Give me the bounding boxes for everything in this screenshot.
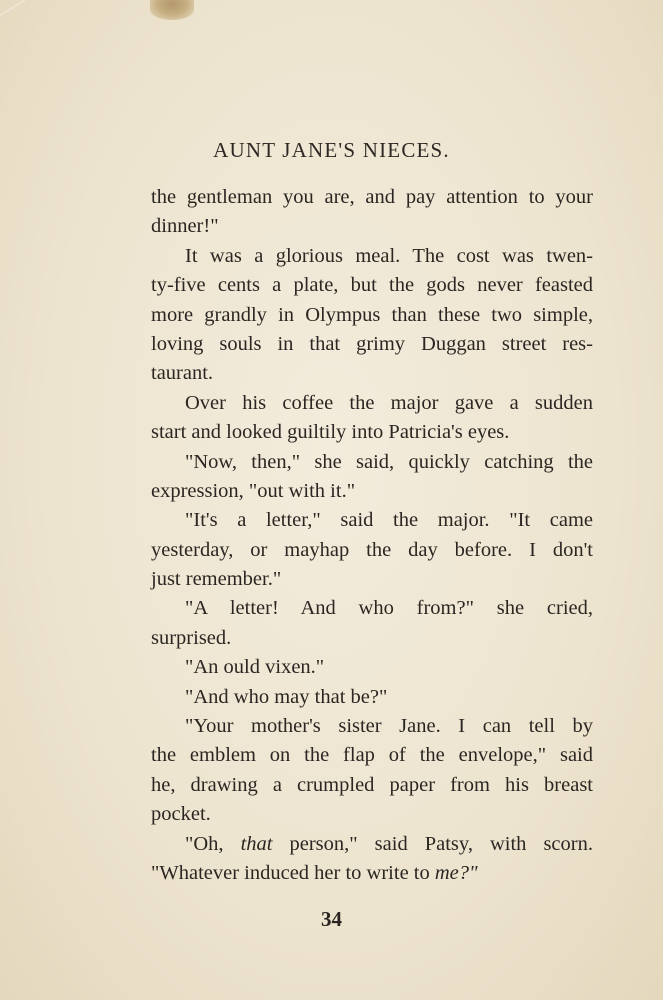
text-line: yesterday, or mayhap the day before. I don't [151,538,593,561]
text-line: loving souls in that grimy Duggan street res- [151,332,593,355]
text-line: dinner!" [151,215,219,238]
text-line: "Now, then," she said, quickly catching the [185,450,593,473]
text-line: Over his coffee the major gave a sudden [185,391,593,414]
text-line: "Your mother's sister Jane. I can tell by [185,715,593,738]
text-line: "A letter! And who from?" she cried, [185,597,593,620]
running-head: AUNT JANE'S NIECES. [213,138,450,162]
text-line-italic: "Oh, that person," said Patsy, with scorn. [185,832,593,855]
text-line: start and looked guiltily into Patricia's eyes. [151,421,510,444]
text-line: "An ould vixen." [185,656,325,679]
text-line: expression, "out with it." [151,479,356,502]
text-line: pocket. [151,803,211,826]
text-line: surprised. [151,626,232,649]
italic-phrase: that [240,832,273,855]
text-line: "And who may that be?" [185,685,388,708]
text-line: "It's a letter," said the major. "It came [185,509,593,532]
text-line: the gentleman you are, and pay attention to your [151,186,593,208]
text-line-italic: "Whatever induced her to write to me?" [151,861,478,884]
text-line: just remember." [151,568,282,591]
italic-phrase: me?" [434,861,478,884]
text-line: It was a glorious meal. The cost was twen- [185,244,593,267]
page-number: 34 [321,907,342,931]
text-line: the emblem on the flap of the envelope," said [151,744,593,767]
text-line: more grandly in Olympus than these two simple, [151,303,593,326]
text-line: taurant. [151,362,214,385]
body-text [151,183,593,888]
page-stain [150,0,194,20]
text-line: he, drawing a crumpled paper from his breast [151,773,593,796]
text-line: ty-five cents a plate, but the gods never feasted [151,274,593,297]
